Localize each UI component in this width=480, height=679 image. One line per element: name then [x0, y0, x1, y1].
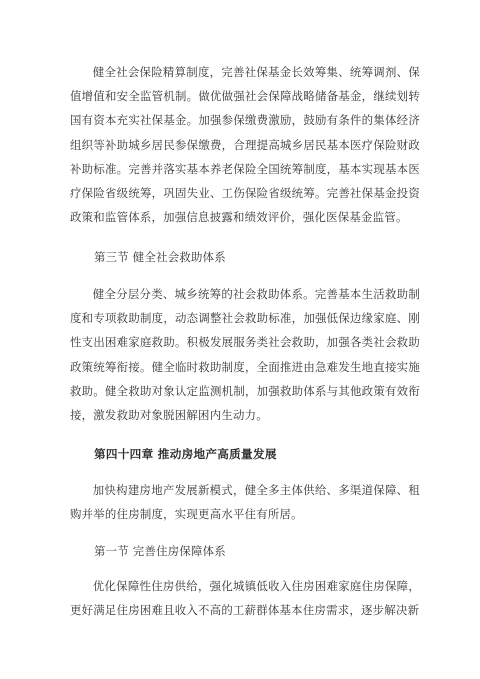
section-heading-housing-security: 第一节 完善住房保障体系	[94, 544, 226, 558]
section-heading-social-assistance: 第三节 健全社会救助体系	[94, 250, 226, 264]
paragraph-social-insurance: 健全社会保险精算制度，完善社保基金长效筹集、统筹调剂、保值增值和安全监管机制。做优做强社会保障战略储备基金，继续划转国有资本充实社保基金。加强参保缴费激励，鼓励有条件的集体经济组织等补助城乡居民参保缴费，合理提高城乡居民基本医疗保险财政补助标准。完善并落实基本养老保险全国统筹制度，基本实现基本医疗保险省级统筹，巩固失业、工伤保险省级统筹。完善社保基金投资政策和监管体系，加强信息披露和绩效评价，强化医保基金监管。	[70, 65, 420, 225]
paragraph-housing-security: 优化保障性住房供给，强化城镇低收入住房困难家庭住房保障，更好满足住房困难且收入不高的工薪群体基本住房需求，逐步解决新	[70, 579, 420, 618]
paragraph-housing-model: 加快构建房地产发展新模式，健全多主体供给、多渠道保障、租购并举的住房制度，实现更高水平住有所居。	[70, 483, 420, 522]
chapter-heading-real-estate: 第四十四章 推动房地产高质量发展	[94, 447, 277, 461]
paragraph-social-assistance: 健全分层分类、城乡统筹的社会救助体系。完善基本生活救助制度和专项救助制度，动态调整社会救助标准，加强低保边缘家庭、刚性支出困难家庭救助。积极发展服务类社会救助，加强各类社会救助政策统筹衔接。健全临时救助制度，全面推进由急难发生地直接实施救助。健全救助对象认定监测机制，加强救助体系与其他政策有效衔接，激发救助对象脱困解困内生动力。	[70, 287, 420, 423]
